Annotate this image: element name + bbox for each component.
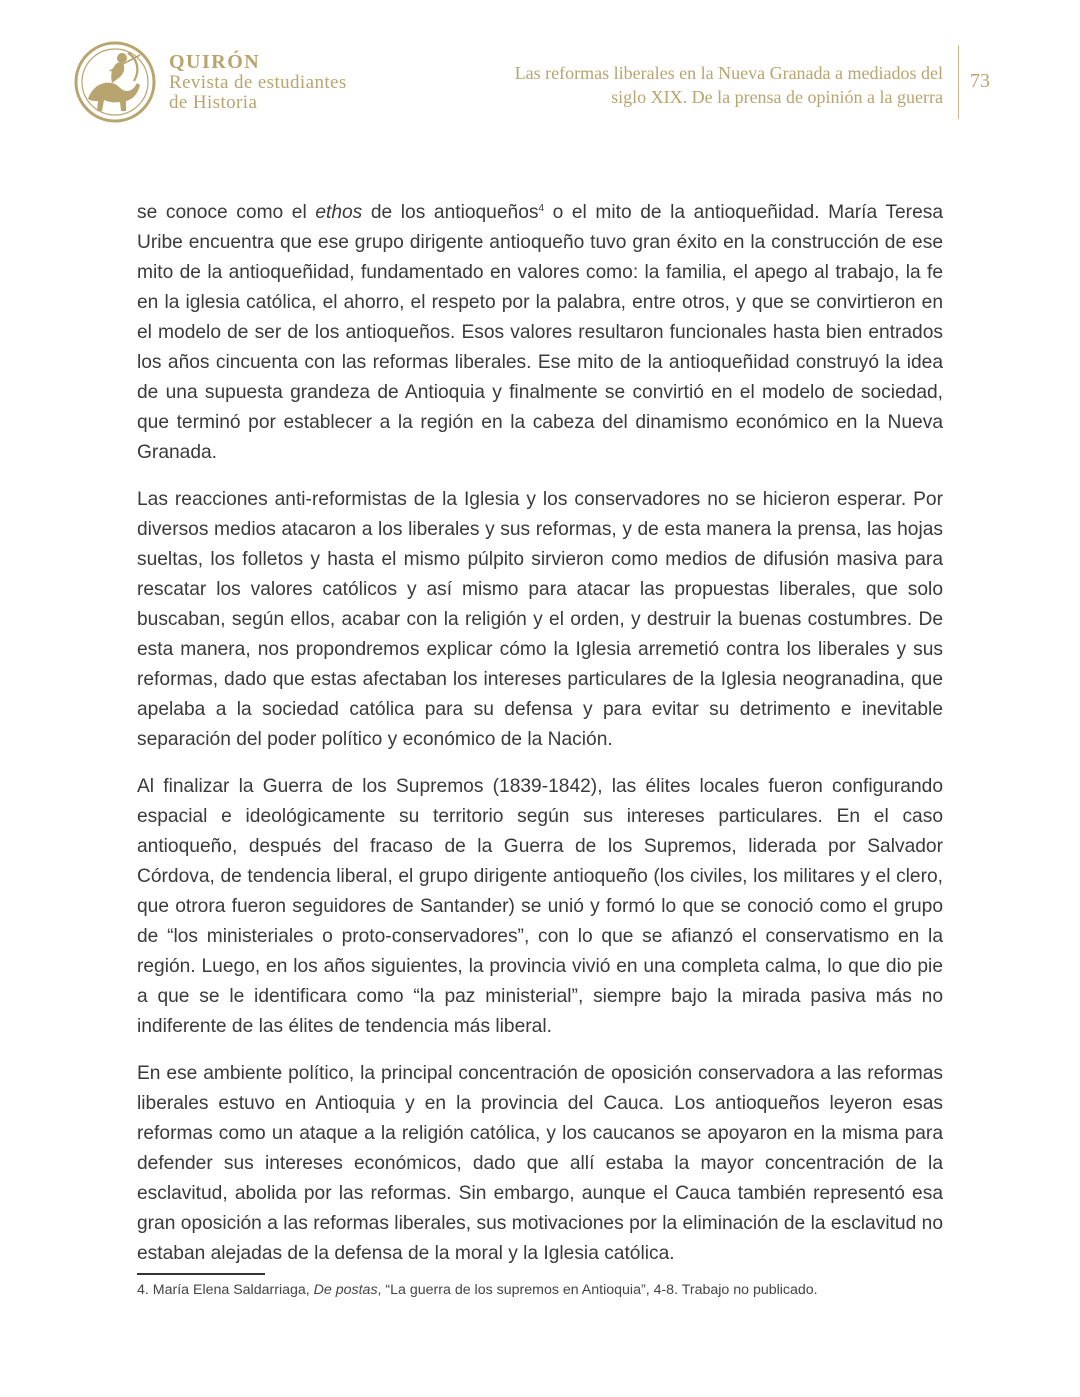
footnote-4 — [137, 1281, 943, 1299]
article-title-line2: siglo XIX. De la prensa de opinión a la guerra — [611, 87, 943, 107]
article-title-line1: Las reformas liberales en la Nueva Granada a mediados del — [514, 63, 943, 83]
paragraph-2: Las reacciones anti-reformistas de la Iglesia y los conservadores no se hicieron esperar. Por diversos medios atacaron a los liberales y sus reformas, y de esta manera la prensa, las hojas sueltas, los folletos y hasta el mismo púlpito sirvieron como medios de difusión masiva para rescatar los valores católicos y así mismo para atacar las propuestas liberales, que solo buscaban, según ellos, acabar con la religión y el orden, y destruir la buenas costumbres. De esta manera, nos propondremos explicar cómo la Iglesia arremetió contra los liberales y sus reformas, dado que estas afectaban los intereses particulares de la Iglesia neogranadina, que apelaba a la sociedad católica para su defensa y para evitar su detrimento e inevitable separación del poder político y económico de la Nación. — [137, 489, 943, 750]
footnote-text-b: , “La guerra de los supremos en Antioquia”, 4-8. Trabajo no publicado. — [377, 1282, 818, 1298]
journal-title — [169, 51, 347, 113]
paragraph-1 — [137, 198, 943, 468]
journal-subtitle-line2: de Historia — [169, 92, 258, 113]
article-running-title — [423, 61, 943, 109]
centaur-archer-logo-icon — [74, 41, 156, 123]
paragraph-4: En ese ambiente político, la principal concentración de oposición conservadora a las reformas liberales estuvo en Antioquia y en la provincia del Cauca. Los antioqueños leyeron esas reformas como un ataque a la religión católica, y los caucanos se apoyaron en la misma para defender sus intereses económicos, dado que allí estaba la mayor concentración de la esclavitud, abolida por las reformas. Sin embargo, aunque el Cauca también representó esa gran oposición a las reformas liberales, sus motivaciones por la eliminación de la esclavitud no estaban alejadas de la defensa de la moral y la Iglesia católica. — [137, 1063, 943, 1264]
paragraph-3: Al finalizar la Guerra de los Supremos (1839-1842), las élites locales fueron configurando espacial e ideológicamente su territorio según sus intereses particulares. En el caso antioqueño, después del fracaso de la Guerra de los Supremos, liderada por Salvador Córdova, de tendencia liberal, el grupo dirigente antioqueño (los civiles, los militares y el clero, que otrora fueron seguidores de Santander) se unió y formó lo que se conoció como el grupo de “los ministeriales o proto-conservadores”, con lo que se afianzó el conservatismo en la región. Luego, en los años siguientes, la provincia vivió en una completa calma, lo que dio pie a que se le identificara como “la paz ministerial”, siempre bajo la mirada pasiva más no indiferente de las élites de tendencia más liberal. — [137, 776, 943, 1037]
footnote-ref-4[interactable]: 4 — [538, 203, 545, 214]
journal-name: QUIRÓN — [169, 51, 261, 73]
paragraph-1-text-a: se conoce como el — [137, 202, 316, 223]
page-number: 73 — [970, 70, 990, 92]
footnote-separator — [137, 1273, 265, 1275]
paragraph-1-text-b: de los antioqueños — [362, 202, 539, 223]
journal-subtitle-line1: Revista de estudiantes — [169, 72, 347, 93]
ethos-term: ethos — [315, 202, 363, 223]
page-header — [0, 0, 1080, 150]
header-divider — [958, 45, 959, 119]
article-body — [137, 198, 943, 1286]
footnote-text-a: 4. María Elena Saldarriaga, — [137, 1282, 314, 1298]
paragraph-1-text-c: o el mito de la antioqueñidad. María Teresa Uribe encuentra que ese grupo dirigente antioqueño tuvo gran éxito en la construcción de ese mito de la antioqueñidad, fundamentado en valores como: la familia, el apego al trabajo, la fe en la iglesia católica, el ahorro, el respeto por la palabra, entre otros, y que se convirtieron en el modelo de ser de los antioqueños. Esos valores resultaron funcionales hasta bien entrados los años cincuenta con las reformas liberales. Ese mito de la antioqueñidad construyó la idea de una supuesta grandeza de Antioquia y finalmente se convirtió en el modelo de sociedad, que terminó por establecer a la región en la cabeza del dinamismo económico en la Nueva Granada. — [137, 202, 944, 463]
footnote-italic-title: De postas — [313, 1282, 378, 1298]
